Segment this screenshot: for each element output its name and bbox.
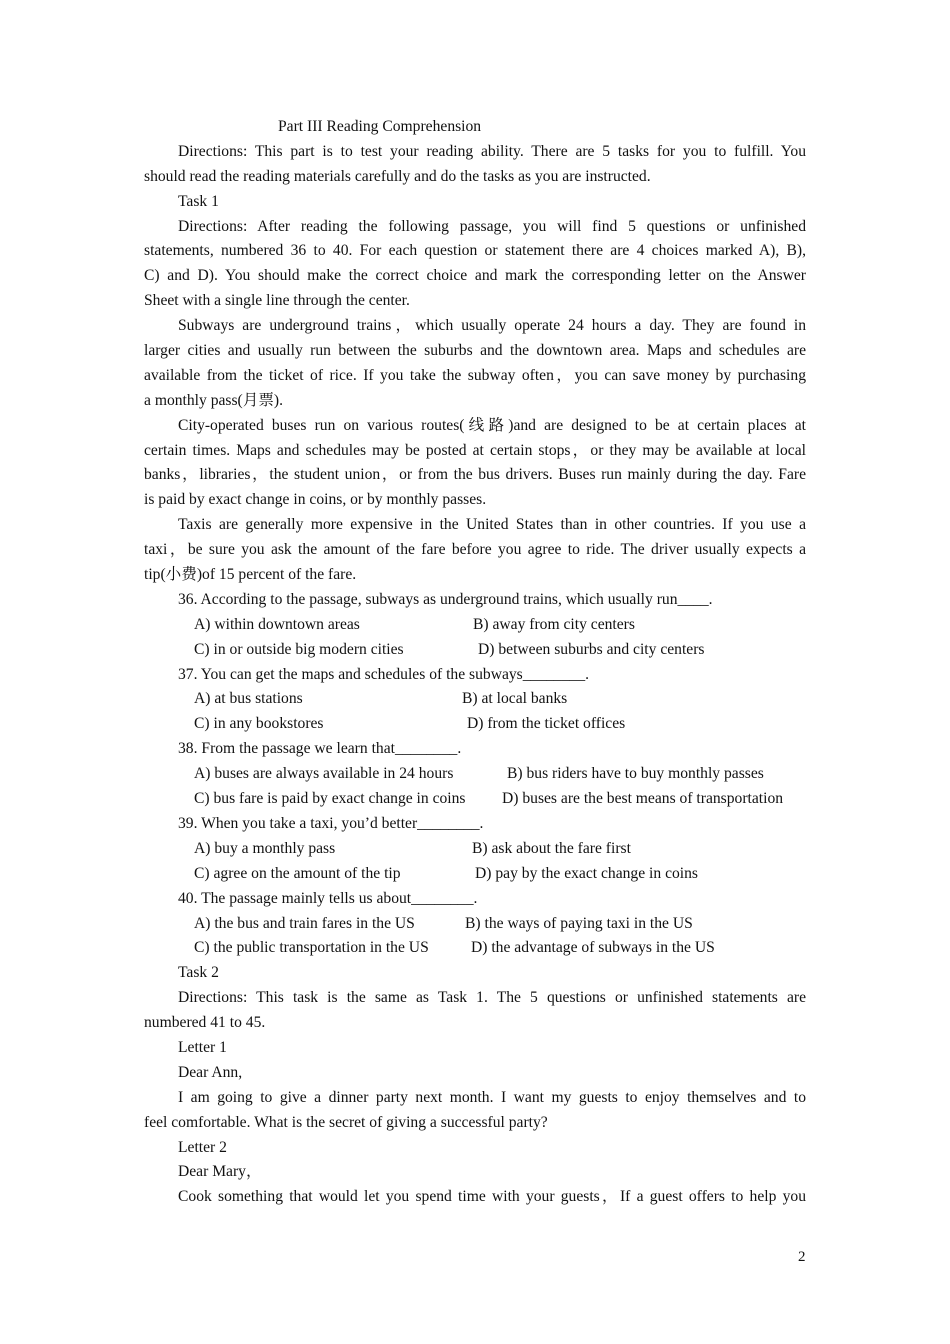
document-page [144, 115, 806, 1210]
passage-line: a monthly pass(月票). [144, 391, 284, 409]
passage-line: taxi，be sure you ask the amount of the fare before you agree to ride. The driver usually expects a [144, 541, 806, 559]
letter2-label: Letter 2 [178, 1138, 227, 1156]
page-title: Part III Reading Comprehension [278, 118, 482, 135]
question-stem: 36. According to the passage, subways as underground trains, which usually run____. [178, 590, 713, 608]
option-row [144, 712, 806, 737]
option-b: B) away from city centers [473, 615, 635, 633]
option-c: C) agree on the amount of the tip [194, 864, 401, 882]
passage-line: Taxis are generally more expensive in the United States than in other countries. If you use a [178, 516, 806, 534]
task2-directions-line: Directions: This task is the same as Task 1. The 5 questions or unfinished statements are [178, 989, 806, 1007]
option-a: A) buses are always available in 24 hours [194, 765, 454, 783]
option-d: D) between suburbs and city centers [478, 640, 705, 658]
task2-directions-line: numbered 41 to 45. [144, 1014, 266, 1032]
passage-line: larger cities and usually run between the suburbs and the downtown area. Maps and schedules are [144, 342, 806, 360]
question-stem: 40. The passage mainly tells us about________. [178, 889, 478, 907]
letter1-body-line: I am going to give a dinner party next month. I want my guests to enjoy themselves and to [178, 1088, 806, 1106]
option-d: D) from the ticket offices [467, 715, 626, 733]
option-b: B) ask about the fare first [472, 839, 631, 857]
option-c: C) in or outside big modern cities [194, 640, 404, 658]
task1-directions-line: statements, numbered 36 to 40. For each question or statement there are 4 choices marked A), B), [144, 242, 806, 260]
option-a: A) the bus and train fares in the US [194, 914, 415, 932]
option-d: D) the advantage of subways in the US [471, 939, 715, 957]
option-row [144, 687, 806, 712]
letter2-greeting: Dear Mary， [178, 1163, 262, 1181]
letter1-label: Letter 1 [178, 1038, 227, 1056]
option-row [144, 837, 806, 862]
passage-line: Subways are underground trains，which usually operate 24 hours a day. They are found in [178, 317, 806, 335]
option-a: A) within downtown areas [194, 615, 360, 633]
option-b: B) bus riders have to buy monthly passes [507, 765, 764, 783]
option-row [144, 613, 806, 638]
task2-label: Task 2 [178, 964, 219, 982]
option-d: D) buses are the best means of transportation [502, 790, 784, 808]
option-a: A) at bus stations [194, 690, 303, 708]
passage-line: banks，libraries，the student union，or from the bus drivers. Buses run mainly during the day. Fare [144, 466, 806, 484]
question-stem: 39. When you take a taxi, you’d better________. [178, 814, 484, 832]
option-c: C) in any bookstores [194, 715, 324, 733]
option-b: B) the ways of paying taxi in the US [465, 914, 693, 932]
letter1-greeting: Dear Ann, [178, 1063, 243, 1081]
option-row [144, 862, 806, 887]
option-row [144, 787, 806, 812]
option-d: D) pay by the exact change in coins [475, 864, 698, 882]
directions-line: Directions: This part is to test your reading ability. There are 5 tasks for you to fulfill. You [178, 142, 806, 160]
option-row [144, 638, 806, 663]
question-stem: 37. You can get the maps and schedules of the subways________. [178, 665, 590, 683]
passage-line: City-operated buses run on various routes(线路)and are designed to be at certain places at [178, 416, 806, 434]
option-c: C) the public transportation in the US [194, 939, 429, 957]
option-row [144, 762, 806, 787]
letter1-body-line: feel comfortable. What is the secret of giving a successful party? [144, 1113, 548, 1131]
option-a: A) buy a monthly pass [194, 839, 336, 857]
passage-line: available from the ticket of rice. If you take the subway often，you can save money by purchasing [144, 366, 806, 384]
directions-line: should read the reading materials carefully and do the tasks as you are instructed. [144, 167, 651, 185]
option-row [144, 936, 806, 961]
option-b: B) at local banks [462, 690, 568, 708]
passage-line: is paid by exact change in coins, or by monthly passes. [144, 491, 487, 509]
task1-directions-line: Directions: After reading the following passage, you will find 5 questions or unfinished [178, 217, 806, 235]
page-number: 2 [798, 1249, 806, 1265]
option-row [144, 912, 806, 937]
task1-directions-line: C) and D). You should make the correct choice and mark the corresponding letter on the Answer [144, 267, 806, 285]
task1-label: Task 1 [178, 192, 219, 210]
passage-line: certain times. Maps and schedules may be posted at certain stops，or they may be available at local [144, 441, 806, 459]
option-c: C) bus fare is paid by exact change in coins [194, 790, 466, 808]
letter2-body-line: Cook something that would let you spend time with your guests，If a guest offers to help you [178, 1188, 806, 1206]
task1-directions-line: Sheet with a single line through the center. [144, 292, 410, 310]
passage-line: tip(小费)of 15 percent of the fare. [144, 566, 357, 584]
question-stem: 38. From the passage we learn that________. [178, 740, 462, 758]
